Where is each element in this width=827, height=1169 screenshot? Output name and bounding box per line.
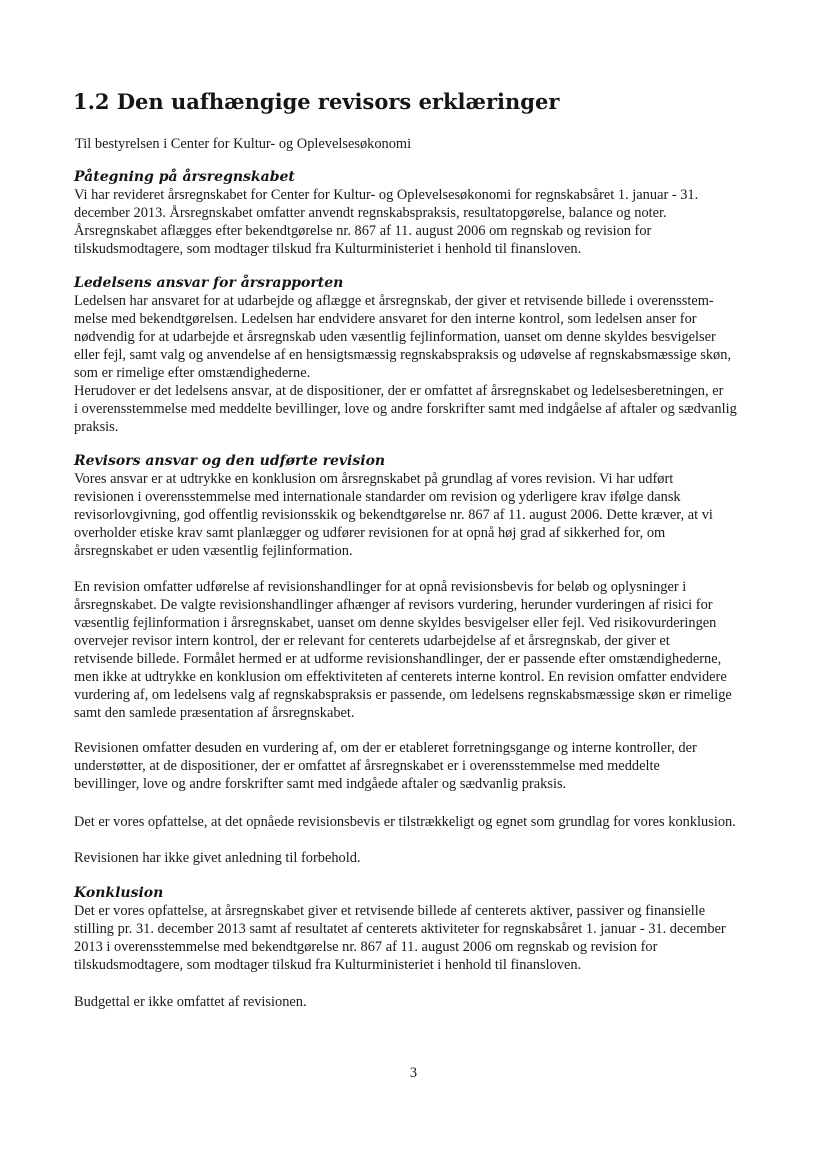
section-heading: Påtegning på årsregnskabet [74, 169, 295, 185]
text-line: Revisionen omfatter desuden en vurdering af, om der er etableret forretningsgange og interne kontroller, der [74, 740, 697, 756]
text-line: overholder etiske krav samt planlægger og udfører revisionen for at opnå høj grad af sikkerhed for, om [74, 525, 666, 541]
text-line: revisionen i overensstemmelse med internationale standarder om revision og yderligere krav ifølge dansk [74, 489, 681, 505]
section-konklusion [74, 885, 764, 974]
text-line: Årsregnskabet aflægges efter bekendtgørelse nr. 867 af 11. august 2006 om regnskab og revision for [74, 223, 652, 239]
text-line: tilskudsmodtagere, som modtager tilskud fra Kulturministeriet i henhold til finansloven. [74, 957, 582, 973]
text-line: væsentlig fejlinformation i årsregnskabet, uanset om denne skyldes besvigelser eller fejl. Ved risikovurderingen [74, 615, 717, 631]
text-line: december 2013. Årsregnskabet omfatter anvendt regnskabspraksis, resultatopgørelse, balance og noter. [74, 205, 667, 221]
text-line: praksis. [74, 419, 119, 435]
recipient-line: Til bestyrelsen i Center for Kultur- og Oplevelsesøkonomi [75, 136, 412, 152]
text-line: stilling pr. 31. december 2013 samt af resultatet af centerets aktiviteter for regnskabsåret 1. januar - 31. december [74, 921, 726, 937]
text-line: men ikke at udtrykke en konklusion om effektiviteten af centerets interne kontrol. En revision omfatter endvidere [74, 669, 727, 685]
section-paategning [74, 169, 764, 258]
paragraph-forretningsgange [74, 739, 764, 793]
paragraph-forbehold [74, 849, 764, 867]
section-ledelsens-ansvar [74, 275, 764, 436]
text-line: Herudover er det ledelsens ansvar, at de dispositioner, der er omfattet af årsregnskabet og ledelsesberetningen, er [74, 383, 724, 399]
text-line: Budgettal er ikke omfattet af revisionen. [74, 994, 307, 1010]
text-line: overvejer revisor intern kontrol, der er relevant for centerets udarbejdelse af et årsregnskab, der giver et [74, 633, 670, 649]
text-line: Vi har revideret årsregnskabet for Center for Kultur- og Oplevelsesøkonomi for regnskabsåret 1. januar - 31. [74, 187, 699, 203]
text-line: Revisionen har ikke givet anledning til forbehold. [74, 850, 361, 866]
page-number: 3 [409, 1065, 418, 1081]
paragraph-revisionshandlinger [74, 578, 764, 722]
text-line: Det er vores opfattelse, at det opnåede revisionsbevis er tilstrækkeligt og egnet som grundlag for vores konklusion. [74, 814, 736, 830]
text-line: 2013 i overensstemmelse med bekendtgørelse nr. 867 af 11. august 2006 om regnskab og revision for [74, 939, 658, 955]
text-line: bevillinger, love og andre forskrifter samt med indgåede aftaler og sædvanlig praksis. [74, 776, 567, 792]
text-line: i overensstemmelse med meddelte bevillinger, love og andre forskrifter samt med indgåelse af aftaler og sædvanlig [74, 401, 737, 417]
section-revisors-ansvar [74, 453, 764, 560]
paragraph-budgettal [74, 993, 764, 1011]
text-line: eller fejl, samt valg og anvendelse af en hensigtsmæssig regnskabspraksis og udøvelse af regnskabsmæssige skøn, [74, 347, 732, 363]
page-title: 1.2 Den uafhængige revisors erklæringer [73, 89, 560, 114]
section-heading: Revisors ansvar og den udførte revision [74, 453, 386, 469]
section-heading: Ledelsens ansvar for årsrapporten [74, 275, 344, 291]
text-line: Ledelsen har ansvaret for at udarbejde og aflægge et årsregnskab, der giver et retvisende billede i overensstem- [74, 293, 714, 309]
text-line: samt den samlede præsentation af årsregnskabet. [74, 705, 355, 721]
text-line: årsregnskabet er uden væsentlig fejlinformation. [74, 543, 353, 559]
text-line: Vores ansvar er at udtrykke en konklusion om årsregnskabet på grundlag af vores revision. Vi har udført [74, 471, 674, 487]
text-line: revisorlovgivning, god offentlig revisionsskik og bekendtgørelse nr. 867 af 11. august 2006. Dette kræver, at vi [74, 507, 713, 523]
text-line: understøtter, at de dispositioner, der er omfattet af årsregnskabet er i overensstemmelse med meddelte [74, 758, 660, 774]
text-line: årsregnskabet. De valgte revisionshandlinger afhænger af revisors vurdering, herunder vurderingen af risici for [74, 597, 713, 613]
section-heading: Konklusion [74, 885, 164, 901]
text-line: melse med bekendtgørelsen. Ledelsen har endvidere ansvaret for den interne kontrol, som ledelsen anser for [74, 311, 697, 327]
text-line: retvisende billede. Formålet hermed er at udforme revisionshandlinger, der er passende efter omstændighederne, [74, 651, 722, 667]
text-line: tilskudsmodtagere, som modtager tilskud fra Kulturministeriet i henhold til finansloven. [74, 241, 582, 257]
text-line: nødvendig for at udarbejde et årsregnskab uden væsentlig fejlinformation, uanset om denne skyldes besvigelser [74, 329, 716, 345]
text-line: som er rimelige efter omstændighederne. [74, 365, 311, 381]
text-line: En revision omfatter udførelse af revisionshandlinger for at opnå revisionsbevis for beløb og oplysninger i [74, 579, 687, 595]
text-line: vurdering af, om ledelsens valg af regnskabspraksis er passende, om ledelsens regnskabsmæssige skøn er rimelige [74, 687, 732, 703]
paragraph-revisionsbevis [74, 813, 764, 831]
text-line: Det er vores opfattelse, at årsregnskabet giver et retvisende billede af centerets aktiver, passiver og finansielle [74, 903, 706, 919]
